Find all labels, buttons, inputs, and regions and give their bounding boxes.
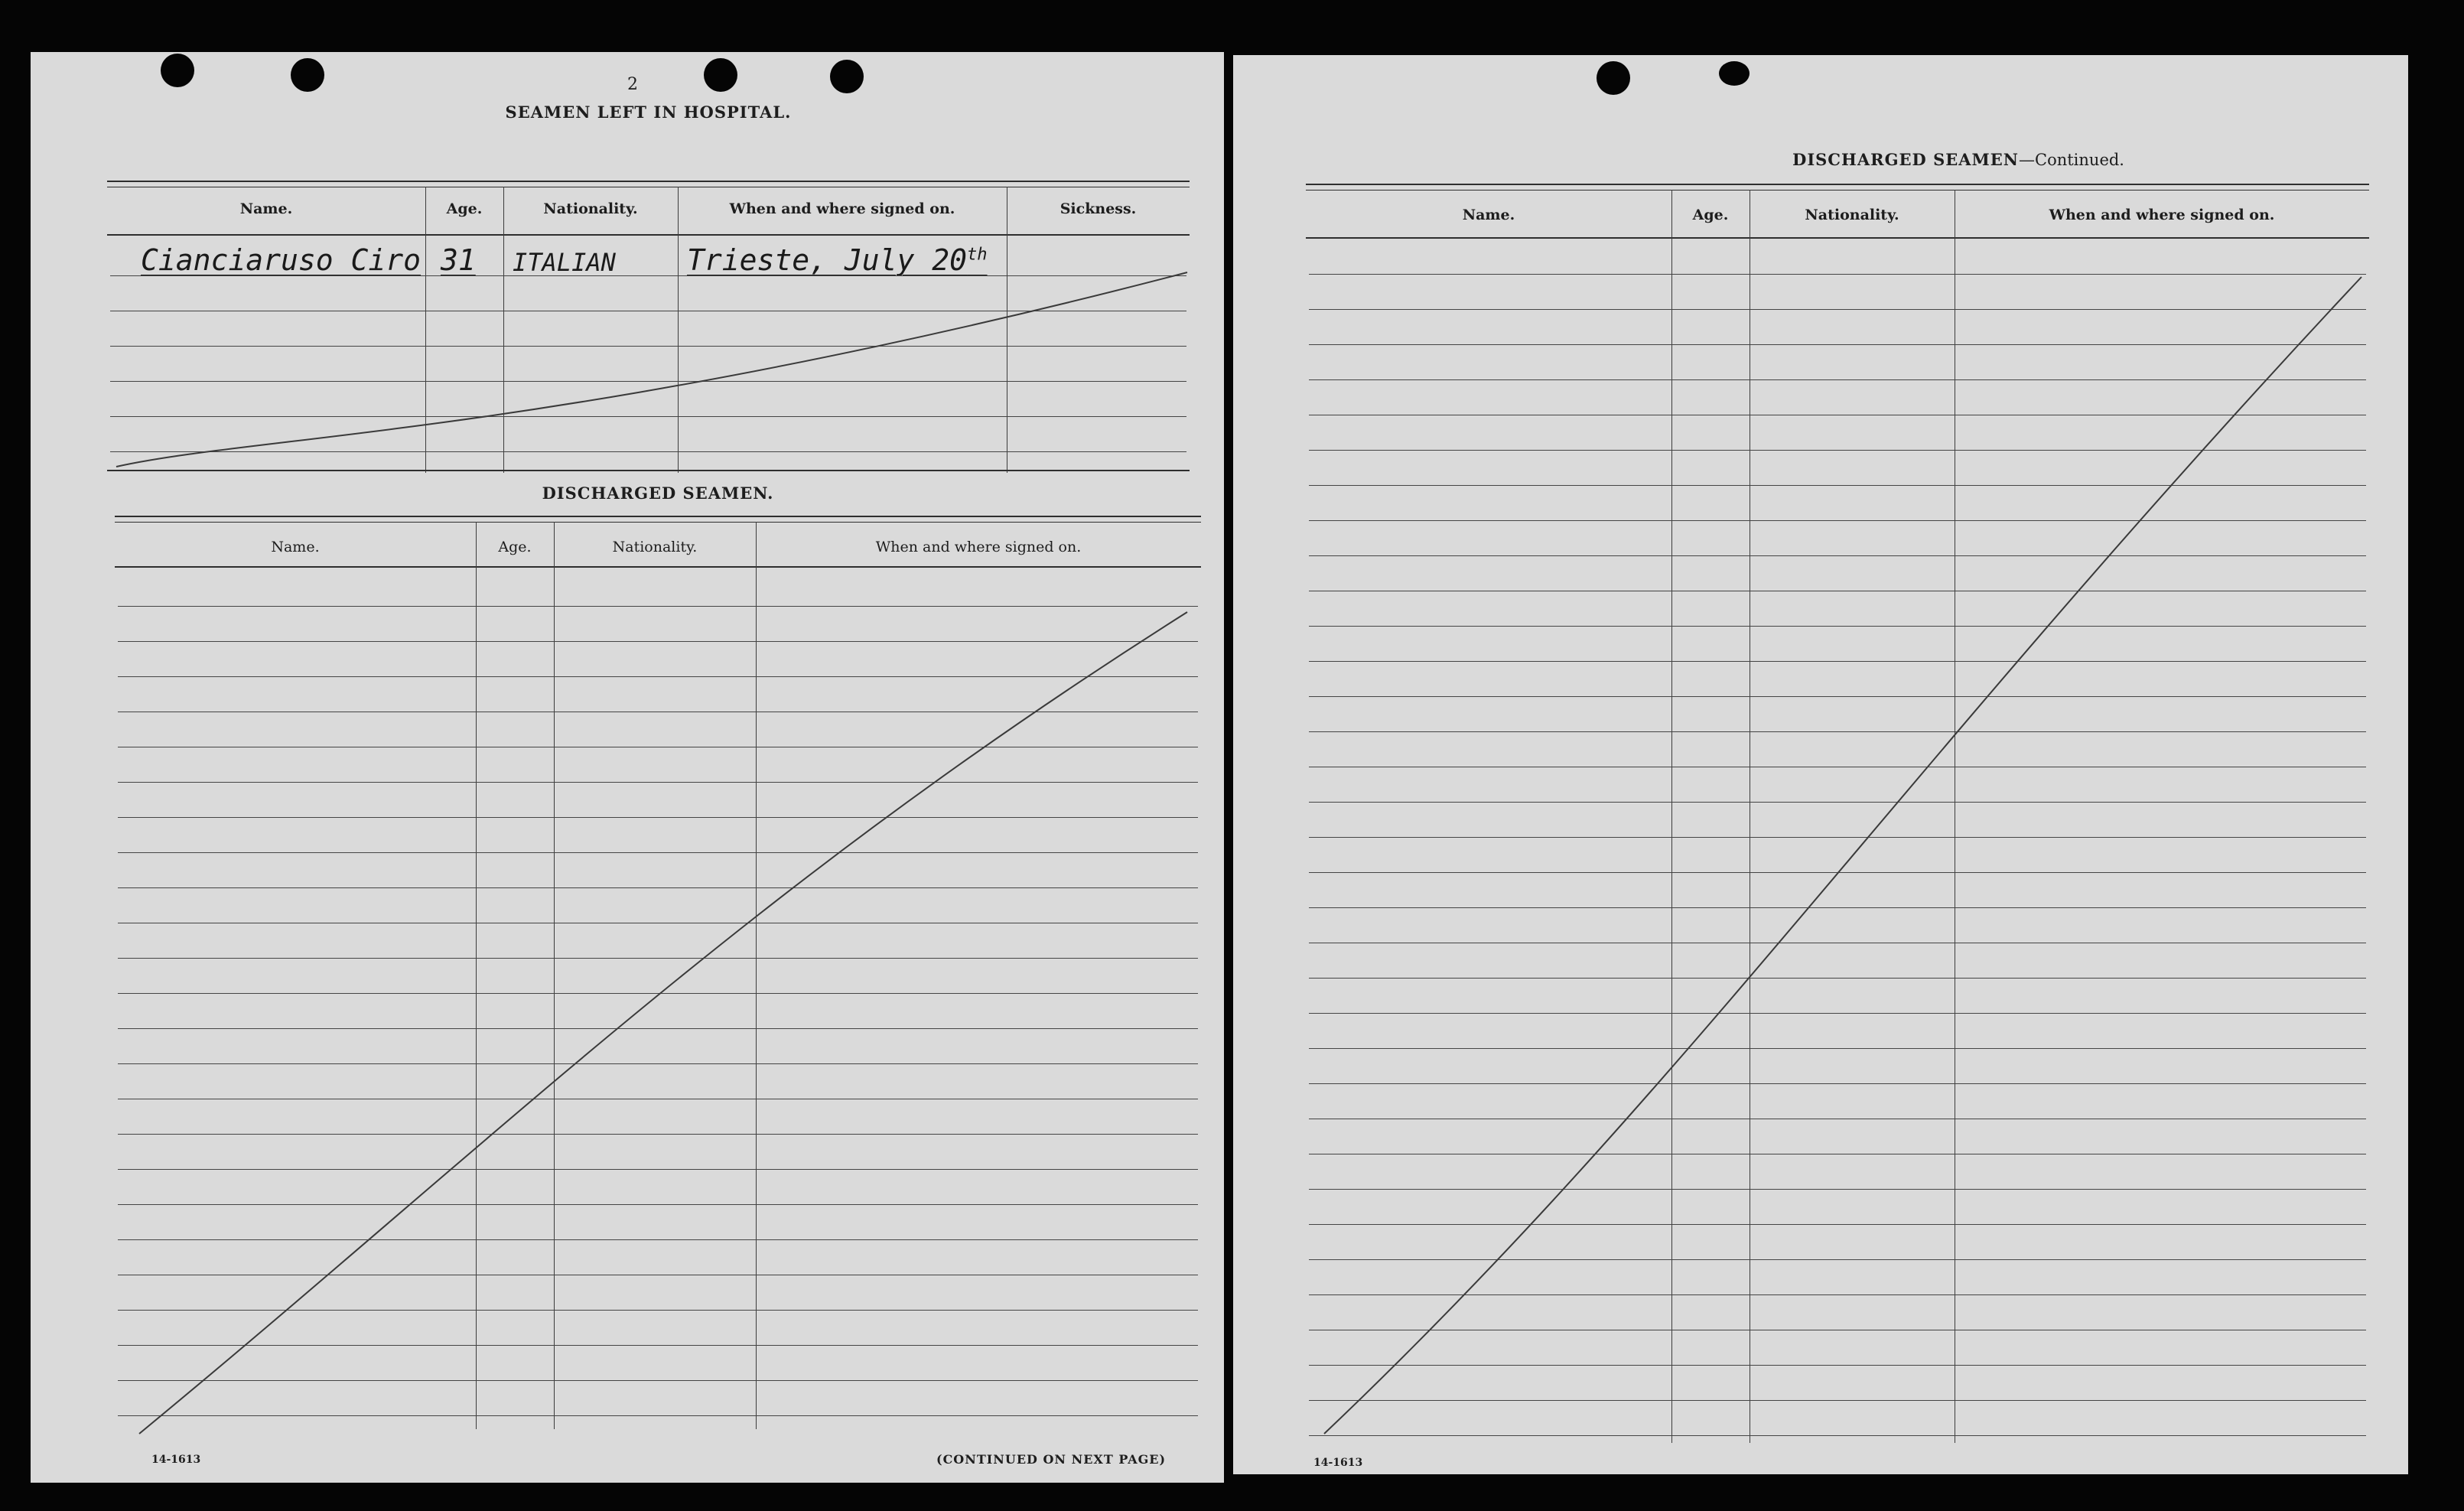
entry-signed-on: Trieste, July 20th xyxy=(687,243,988,277)
column-header-signed-on: When and where signed on. xyxy=(2049,207,2275,223)
column-header-name: Name. xyxy=(1462,207,1515,223)
strike-through-line xyxy=(1306,93,2369,1455)
column-header-name: Name. xyxy=(239,200,293,217)
column-header-age: Age. xyxy=(446,200,483,217)
punch-hole xyxy=(830,60,864,93)
column-header-age: Age. xyxy=(1692,207,1729,223)
column-header-name: Name. xyxy=(271,539,320,555)
continued-note: (CONTINUED ON NEXT PAGE) xyxy=(936,1452,1167,1467)
form-code: 14-1613 xyxy=(151,1454,201,1466)
strike-through-line xyxy=(107,98,1190,473)
right-page xyxy=(1233,55,2408,1474)
column-header-signed-on: When and where signed on. xyxy=(729,200,955,217)
column-header-nationality: Nationality. xyxy=(612,539,698,555)
discharged-form xyxy=(115,419,1201,1467)
column-header-age: Age. xyxy=(498,539,532,555)
entry-nationality: ITALIAN xyxy=(513,248,616,277)
column-header-sickness: Sickness. xyxy=(1059,200,1137,217)
discharged-form-title: DISCHARGED SEAMEN. xyxy=(542,484,774,503)
page-number: 2 xyxy=(627,75,638,94)
hospital-form xyxy=(107,98,1190,473)
left-page xyxy=(31,52,1224,1483)
form-code: 14-1613 xyxy=(1313,1457,1363,1469)
entry-signed-on-suffix: th xyxy=(967,245,988,265)
column-header-nationality: Nationality. xyxy=(543,200,638,217)
entry-name: Cianciaruso Ciro xyxy=(141,243,422,277)
entry-age: 31 xyxy=(441,243,476,277)
discharged-continued-form xyxy=(1306,93,2369,1469)
strike-through-line xyxy=(115,419,1201,1460)
column-header-signed-on: When and where signed on. xyxy=(875,539,1082,555)
hospital-form-title: SEAMEN LEFT IN HOSPITAL. xyxy=(505,103,792,122)
punch-hole xyxy=(1597,61,1630,95)
punch-hole xyxy=(161,54,194,87)
punch-hole xyxy=(291,58,324,92)
column-header-nationality: Nationality. xyxy=(1805,207,1899,223)
punch-hole xyxy=(704,58,737,92)
discharged-continued-title: DISCHARGED SEAMEN—Continued. xyxy=(1792,150,2124,169)
punch-hole xyxy=(1719,61,1750,86)
